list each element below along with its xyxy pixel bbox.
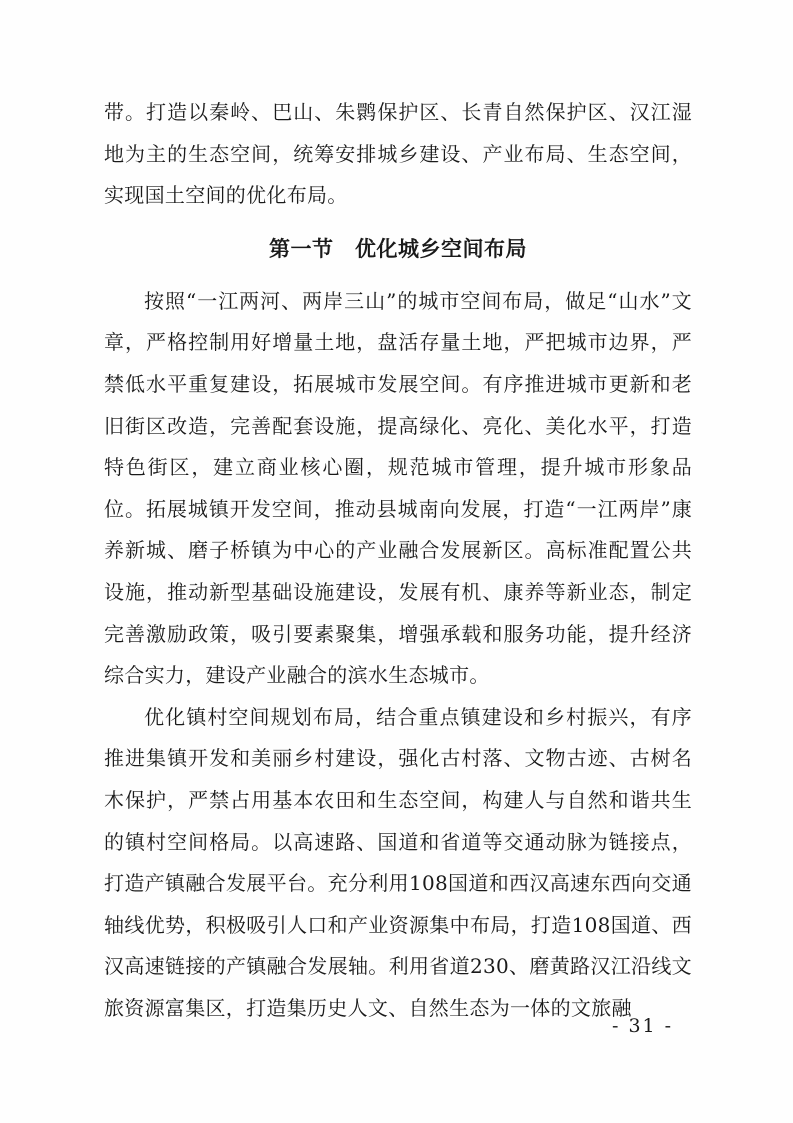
body-paragraph-urban-layout: 按照“一江两河、两岸三山”的城市空间布局，做足“山水”文章，严格控制用好增量土地，盘活存量土地，严把城市边界，严禁低水平重复建设，拓展城市发展空间。有序推进城市更新和老旧街区改造，完善配套设施，提高绿化、亮化、美化水平，打造特色街区，建立商业核心圈，规范城市管理，提升城市形象品位。拓展城镇开发空间，推动县城南向发展，打造“一江两岸”康养新城、磨子桥镇为中心的产业融合发展新区。高标准配置公共设施，推动新型基础设施建设，发展有机、康养等新业态，制定完善激励政策，吸引要素聚集，增强承载和服务功能，提升经济综合实力，建设产业融合的滨水生态城市。	[104, 288, 692, 688]
page-number: - 31 -	[612, 1015, 674, 1037]
continuation-paragraph: 带。打造以秦岭、巴山、朱鹮保护区、长青自然保护区、汉江湿地为主的生态空间，统筹安排城乡建设、产业布局、生态空间，实现国土空间的优化布局。	[104, 100, 692, 208]
section-title: 第一节 优化城乡空间布局	[269, 236, 527, 261]
page-content	[104, 92, 692, 1029]
body-paragraph-town-village-layout: 优化镇村空间规划布局，结合重点镇建设和乡村振兴，有序推进集镇开发和美丽乡村建设，强化古村落、文物古迹、古树名木保护，严禁占用基本农田和生态空间，构建人与自然和谐共生的镇村空间格局。以高速路、国道和省道等交通动脉为链接点，打造产镇融合发展平台。充分利用108国道和西汉高速东西向交通轴线优势，积极吸引人口和产业资源集中布局，打造108国道、西汉高速链接的产镇融合发展轴。利用省道230、磨黄路汉江沿线文旅资源富集区，打造集历史人文、自然生态为一体的文旅融	[104, 704, 692, 1020]
